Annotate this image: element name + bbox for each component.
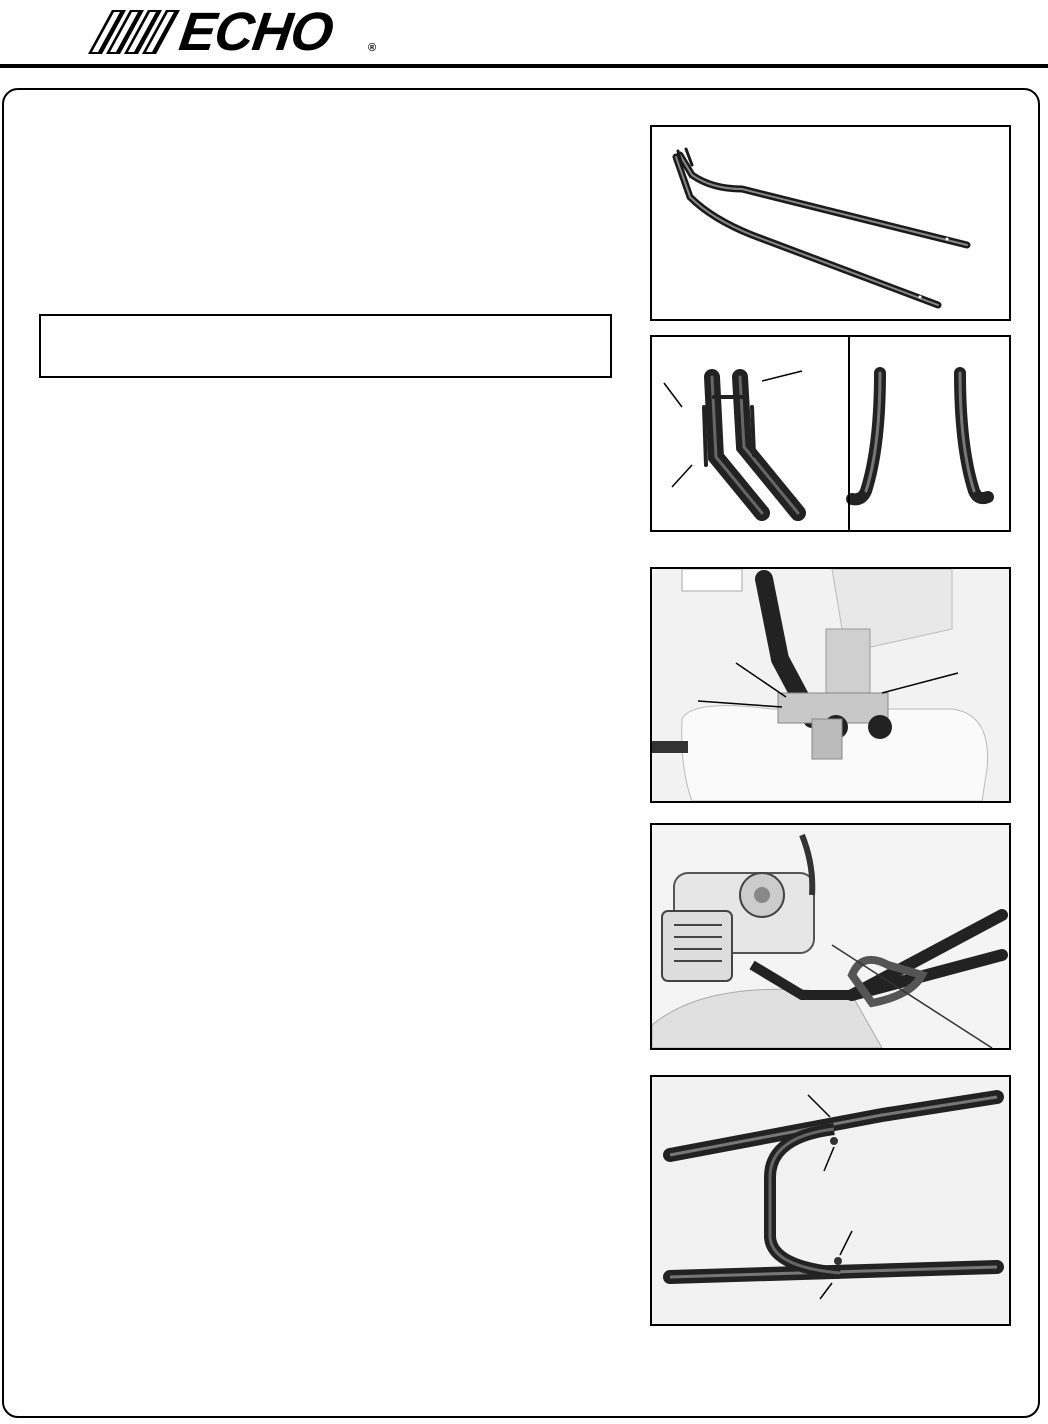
brand-wordmark: ECHO [175, 2, 337, 62]
engine-mount-illustration [652, 569, 1009, 801]
header-rule [0, 64, 1048, 68]
figure-engine-handle [650, 823, 1011, 1050]
figure-handle-detail [650, 335, 1011, 532]
figure-divider [848, 337, 850, 530]
page-header [0, 0, 1048, 72]
note-box [39, 314, 612, 378]
figure-handle-bracket [650, 1075, 1011, 1326]
figure-engine-mount [650, 567, 1011, 803]
handle-bracket-illustration [652, 1077, 1009, 1324]
registered-mark: ® [368, 42, 377, 54]
logo-stripes-icon [68, 4, 188, 56]
figure-handle-frame [650, 125, 1011, 321]
engine-handle-illustration [652, 825, 1009, 1048]
handle-detail-illustration [652, 337, 1009, 530]
handle-frame-illustration [652, 127, 1009, 319]
echo-logo [68, 2, 377, 62]
